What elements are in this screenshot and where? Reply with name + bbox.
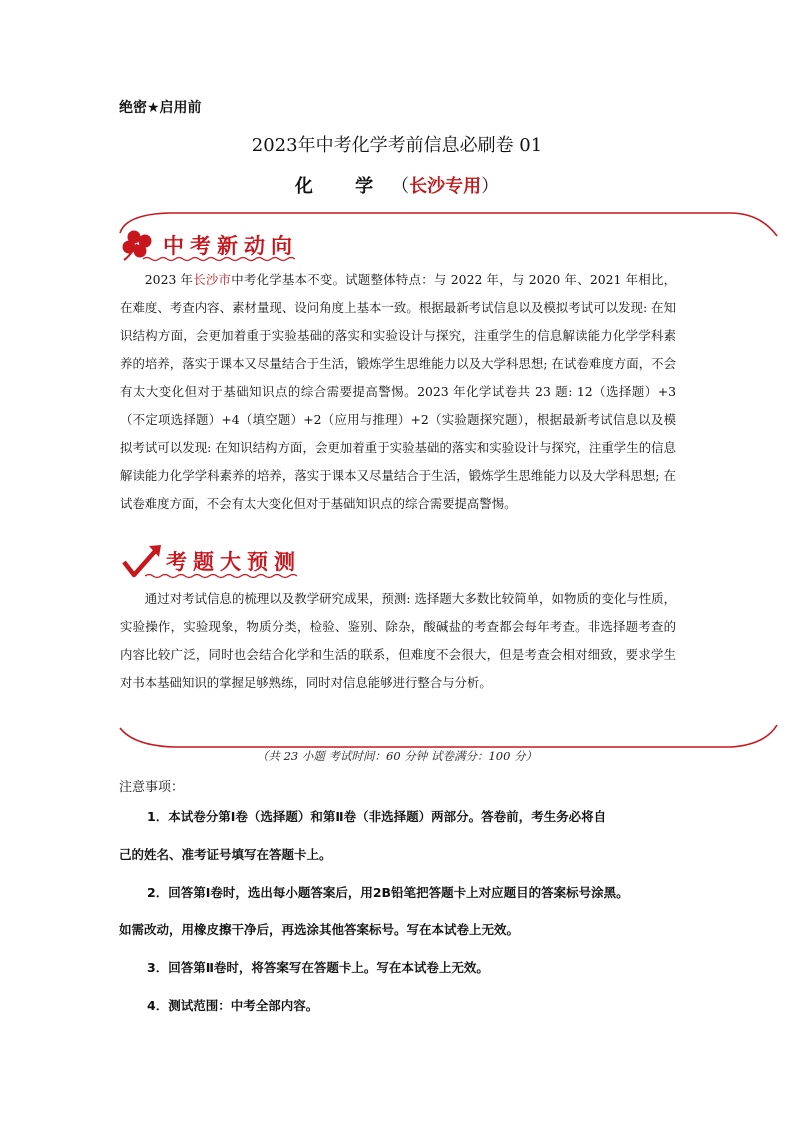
note-item-1	[119, 808, 679, 826]
note-2-line2: 如需改动，用橡皮擦干净后，再选涂其他答案标号。写在本试卷上无效。	[119, 922, 520, 937]
paren-open: （	[391, 176, 410, 197]
subject-label: 化 学	[294, 176, 392, 197]
section2-text: 通过对考试信息的梳理以及教学研究成果，预测: 选择题大多数比较简单，如物质的变化与性质，实验操作，实验现象，物质分类，检验、鉴别、除杂，酸碱盐的考查都会每年考查。非选择题考查的内容比较广泛，同时也会结合化学和生活的联系，但难度不会很大，但是考查会相对细致，要求学生对书本基础知识的掌握足够熟练，同时对信息能够进行整合与分析。	[120, 591, 676, 690]
note-item-4	[119, 997, 679, 1015]
note-1-line2: 己的姓名、准考证号填写在答题卡上。	[119, 847, 332, 862]
section1-paragraph	[120, 266, 676, 518]
note-item-2-cont	[119, 921, 679, 939]
note-item-3	[119, 959, 679, 977]
para-rest: 中考化学基本不变。试题整体特点：与 2022 年，与 2020 年、2021 年相比，在难度、考查内容、素材量现、设问角度上基本一致。根据最新考试信息以及模拟考试可以发现: 在知识结构方面，会更加着重于实验基础的落实和实验设计与探究，注重学生的信息解读能力化学学科素养的培养，落实于课本又尽量结合于生活，锻炼学生思维能力以及大学科思想; 在试卷难度方面，不会有太大变化但对于基础知识点的综合需要提高警惕。2023 年化学试卷共 23 题: 12（选择题）+3（不定项选择题）+4（填空题）+2（应用与推理）+2（实验题探究题），根据最新考试信息以及模拟考试可以发现: 在知识结构方面，会更加着重于实验基础的落实和实验设计与探究，注重学生的信息解读能力化学学科素养的培养，落实于课本又尽量结合于生活，锻炼学生思维能力以及大学科思想; 在试卷难度方面，不会有太大变化但对于基础知识点的综合需要提高警惕。	[120, 272, 676, 511]
section1-title: 中考新动向	[163, 234, 298, 258]
note-2-line1: 2．回答第Ⅰ卷时，选出每小题答案后，用2B铅笔把答题卡上对应题目的答案标号涂黑。	[147, 885, 629, 900]
check-arrow-icon	[121, 542, 165, 580]
region-label: 长沙专用	[409, 176, 482, 197]
exam-info: （共 23 小题 考试时间：60 分钟 试卷满分：100 分）	[256, 749, 538, 763]
para-region: 长沙市	[193, 272, 232, 287]
paper-title: 2023年中考化学考前信息必刷卷 01	[251, 135, 543, 156]
note-1-line1: 1．本试卷分第Ⅰ卷（选择题）和第Ⅱ卷（非选择题）两部分。答卷前，考生务必将自	[147, 809, 607, 824]
paren-close: ）	[481, 176, 500, 197]
paper-subtitle	[0, 172, 794, 198]
notes-title: 注意事项：	[119, 780, 185, 795]
note-item-2	[119, 884, 679, 902]
clover-icon	[120, 228, 160, 262]
section2-title: 考题大预测	[166, 550, 301, 574]
frame-bottom-arc	[120, 725, 777, 747]
note-4-line1: 4．测试范围：中考全部内容。	[147, 998, 319, 1013]
confidential-label: 绝密★启用前	[119, 100, 202, 116]
section2-paragraph	[120, 585, 676, 697]
para-lead: 2023 年	[144, 272, 194, 287]
note-3-line1: 3．回答第Ⅱ卷时，将答案写在答题卡上。写在本试卷上无效。	[147, 960, 489, 975]
note-item-1-cont	[119, 846, 679, 864]
